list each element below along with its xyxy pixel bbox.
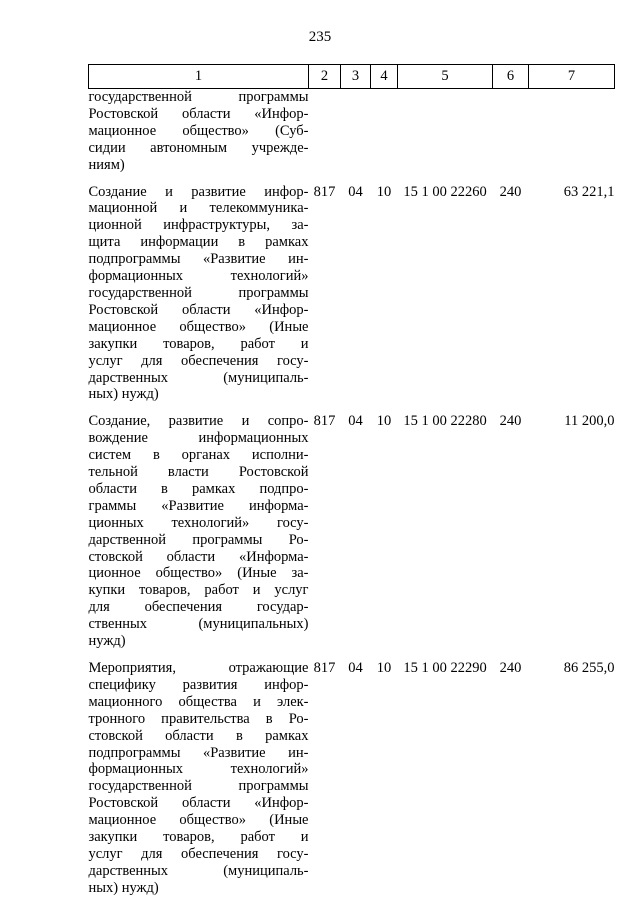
table-row: [89, 178, 615, 408]
table-row: [89, 407, 615, 654]
description-line: мационного общества и элек-: [88, 693, 309, 710]
header-cell-1: 1: [89, 65, 309, 89]
target-article-code: 15 1 00 22280: [403, 413, 487, 430]
description-line: дарственных (муниципаль-: [88, 369, 309, 386]
description-line: ционное общество» (Иные за-: [88, 565, 309, 582]
description-line: Ростовской области «Инфор-: [88, 105, 309, 122]
expense-type-code: 240: [499, 660, 522, 676]
header-cell-7: 7: [529, 65, 615, 89]
description-line: дарственной программы Ро-: [88, 531, 309, 548]
description-line: мационное общество» (Иные: [88, 318, 309, 335]
section-code: [341, 89, 371, 178]
description-line: ственных (муниципальных): [88, 616, 309, 633]
header-cell-6: 6: [493, 65, 529, 89]
amount: [529, 89, 615, 178]
description-line: государственной программы: [88, 89, 309, 105]
description-line: закупки товаров, работ и: [88, 335, 309, 352]
amount: 86 255,0: [563, 660, 615, 676]
description-line: для обеспечения государ-: [88, 599, 309, 616]
ministry-code: 817: [313, 183, 336, 200]
description-line: купки товаров, работ и услуг: [88, 582, 309, 599]
description-line: мационное общество» (Суб-: [88, 122, 309, 139]
target-article-code: [398, 89, 493, 178]
description-line: формационных технологий»: [88, 761, 309, 778]
description-line: мационной и телекоммуника-: [88, 200, 309, 217]
budget-table: [88, 64, 615, 901]
subsection-code: 10: [376, 183, 392, 200]
subsection-code: 10: [376, 660, 392, 676]
subsection-code: [371, 89, 398, 178]
header-cell-5: 5: [398, 65, 493, 89]
description-line: вождение информационных: [88, 430, 309, 447]
description-line: Ростовской области «Инфор-: [88, 301, 309, 318]
table-row: [89, 89, 615, 178]
description-line: стовской области «Информа-: [88, 548, 309, 565]
description-line: дарственных (муниципаль-: [88, 862, 309, 879]
description-line: Ростовской области «Инфор-: [88, 795, 309, 812]
ministry-code: 817: [313, 660, 336, 676]
description-line: закупки товаров, работ и: [88, 829, 309, 846]
description-line: государственной программы: [88, 284, 309, 301]
target-article-code: 15 1 00 22260: [403, 183, 487, 200]
description-line: Создание и развитие инфор-: [88, 183, 309, 200]
row-description: [89, 89, 309, 178]
description-line: подпрограммы «Развитие ин-: [88, 251, 309, 268]
amount: 11 200,0: [564, 413, 615, 430]
section-code: 04: [348, 413, 363, 430]
section-code: 04: [348, 183, 363, 200]
description-line: тельной власти Ростовской: [88, 464, 309, 481]
page-number: 235: [308, 29, 332, 45]
expense-type-code: 240: [499, 183, 522, 200]
description-line: ционных технологий» госу-: [88, 514, 309, 531]
amount: 63 221,1: [563, 183, 615, 200]
description-line: формационных технологий»: [88, 268, 309, 285]
header-cell-3: 3: [341, 65, 371, 89]
description-line: Мероприятия, отражающие: [88, 660, 309, 676]
description-line: ниям): [88, 156, 125, 173]
description-line: ных) нужд): [88, 386, 159, 403]
target-article-code: 15 1 00 22290: [403, 660, 487, 676]
row-description: [89, 407, 309, 654]
description-line: щита информации в рамках: [88, 234, 309, 251]
description-line: области в рамках подпро-: [88, 480, 309, 497]
table-row: [89, 654, 615, 901]
description-line: стовской области в рамках: [88, 727, 309, 744]
table-header-row: [89, 65, 615, 89]
description-line: услуг для обеспечения госу-: [88, 352, 309, 369]
description-line: услуг для обеспечения госу-: [88, 845, 309, 862]
description-line: сидии автономным учрежде-: [88, 139, 309, 156]
expense-type-code: 240: [499, 413, 522, 430]
header-cell-4: 4: [371, 65, 398, 89]
ministry-code: 817: [313, 413, 336, 430]
row-description: [89, 654, 309, 901]
description-line: мационное общество» (Иные: [88, 812, 309, 829]
description-line: государственной программы: [88, 778, 309, 795]
description-line: тронного правительства в Ро-: [88, 710, 309, 727]
section-code: 04: [348, 660, 363, 676]
description-line: подпрограммы «Развитие ин-: [88, 744, 309, 761]
description-line: ных) нужд): [88, 879, 159, 896]
description-line: граммы «Развитие информа-: [88, 497, 309, 514]
description-line: систем в органах исполни-: [88, 447, 309, 464]
expense-type-code: [493, 89, 529, 178]
description-line: специфику развития инфор-: [88, 676, 309, 693]
description-line: ционной инфраструктуры, за-: [88, 217, 309, 234]
description-line: нужд): [88, 633, 126, 650]
header-cell-2: 2: [309, 65, 341, 89]
description-line: Создание, развитие и сопро-: [88, 413, 309, 430]
ministry-code: [309, 89, 341, 178]
row-description: [89, 178, 309, 408]
subsection-code: 10: [376, 413, 392, 430]
